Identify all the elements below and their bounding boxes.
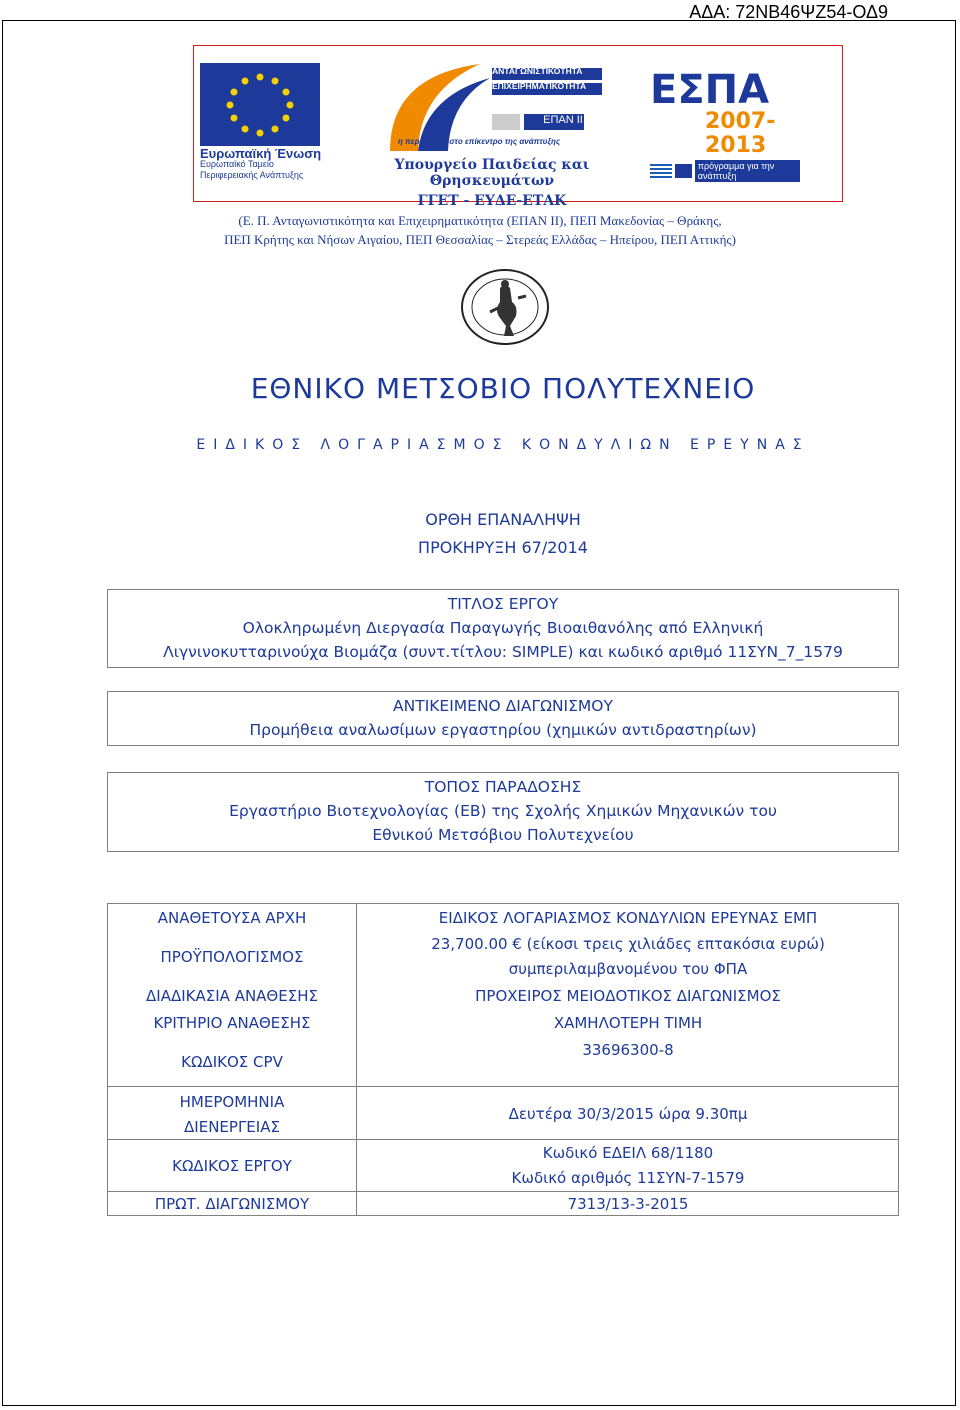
budget-label: ΠΡΟΫΠΟΛΟΓΙΣΜΟΣ [160, 948, 304, 966]
date-label-line2: ΔΙΕΝΕΡΓΕΙΑΣ [184, 1118, 280, 1136]
eu-mini-flag-icon [675, 164, 692, 178]
criterion-value: ΧΑΜΗΛΟΤΕΡΗ ΤΙΜΗ [553, 1014, 703, 1032]
procedure-value: ΠΡΟΧΕΙΡΟΣ ΜΕΙΟΔΟΤΙΚΟΣ ΔΙΑΓΩΝΙΣΜΟΣ [475, 987, 781, 1005]
eu-caption-line1: Ευρωπαϊκή Ένωση [200, 146, 322, 161]
epan-line2: ΕΠΙΧΕΙΡΗΜΑΤΙΚΟΤΗΤΑ [492, 81, 587, 91]
budget-value-line2: συμπεριλαμβανομένου του ΦΠΑ [508, 960, 748, 978]
project-title-box [107, 589, 899, 668]
date-label-line1: ΗΜΕΡΟΜΗΝΙΑ [179, 1093, 285, 1111]
programs-line2: ΠΕΠ Κρήτης και Νήσων Αιγαίου, ΠΕΠ Θεσσαλίας – Στερεάς Ελλάδας – Ηπείρου, ΠΕΠ Αττικής) [224, 232, 736, 247]
project-code-value-line2: Κωδικό αριθμός 11ΣΥΝ-7-1579 [511, 1169, 745, 1187]
delivery-line1: Εργαστήριο Βιοτεχνολογίας (ΕΒ) της Σχολής Χημικών Μηχανικών του [229, 802, 777, 820]
programs-line1: (Ε. Π. Ανταγωνιστικότητα και Επιχειρηματικότητα (ΕΠΑΝ II), ΠΕΠ Μακεδονίας – Θράκης, [238, 213, 722, 228]
espa-name: ΕΣΠΑ [650, 67, 770, 113]
eu-caption [200, 148, 321, 181]
subject-box [107, 691, 899, 746]
procedure-label: ΔΙΑΔΙΚΑΣΙΑ ΑΝΑΘΕΣΗΣ [146, 987, 318, 1005]
account-name: ΕΙΔΙΚΟΣ ΛΟΓΑΡΙΑΣΜΟΣ ΚΟΝΔΥΛΙΩΝ ΕΡΕΥΝΑΣ [196, 437, 810, 453]
espa-years: 2007-2013 [705, 109, 776, 158]
project-code-label: ΚΩΔΙΚΟΣ ΕΡΓΟΥ [172, 1157, 292, 1175]
espa-tagline: πρόγραμμα για την ανάπτυξη [695, 160, 800, 182]
ministry-caption [352, 157, 632, 209]
criterion-label: ΚΡΙΤΗΡΙΟ ΑΝΑΘΕΣΗΣ [153, 1014, 311, 1032]
delivery-heading: ΤΟΠΟΣ ΠΑΡΑΔΟΣΗΣ [424, 778, 582, 796]
date-value: Δευτέρα 30/3/2015 ώρα 9.30πμ [508, 1105, 748, 1123]
delivery-line2: Εθνικού Μετσόβιου Πολυτεχνείου [372, 826, 634, 844]
ministry-line2: ΓΓΕΤ - ΕΥΔΕ-ΕΤΑΚ [417, 193, 567, 209]
announcement-line1: ΟΡΘΗ ΕΠΑΝΑΛΗΨΗ [425, 510, 581, 529]
eu-caption-line3: Περιφερειακής Ανάπτυξης [200, 170, 304, 180]
subject-heading: ΑΝΤΙΚΕΙΜΕΝΟ ΔΙΑΓΩΝΙΣΜΟΥ [393, 697, 613, 715]
row-divider [108, 1139, 898, 1140]
greek-flag-icon [650, 164, 672, 178]
epan-line3: ΕΠΑΝ II [543, 114, 583, 126]
eu-caption-line2: Ευρωπαϊκό Ταμείο [200, 159, 274, 169]
authority-label: ΑΝΑΘΕΤΟΥΣΑ ΑΡΧΗ [157, 909, 307, 927]
ada-code: ΑΔΑ: 72ΝΒ46ΨΖ54-ΟΔ9 [689, 2, 888, 22]
cpv-label: ΚΩΔΙΚΟΣ CPV [181, 1053, 283, 1071]
project-title-heading: ΤΙΤΛΟΣ ΕΡΓΟΥ [447, 595, 559, 613]
row-divider [108, 1086, 898, 1087]
protocol-label: ΠΡΩΤ. ΔΙΑΓΩΝΙΣΜΟΥ [154, 1195, 310, 1213]
ministry-line1: Υπουργείο Παιδείας και Θρησκευμάτων [394, 157, 590, 189]
ntua-seal-logo [460, 268, 550, 346]
eu-flag-logo [200, 63, 320, 146]
delivery-box [107, 772, 899, 852]
budget-value-line1: 23,700.00 € (είκοσι τρεις χιλιάδες επτακόσια ευρώ) [431, 935, 825, 953]
cpv-value: 33696300-8 [582, 1041, 674, 1059]
espa-logo [650, 67, 800, 181]
project-title-line2: Λιγνινοκυτταρινούχα Βιομάζα (συντ.τίτλου: SIMPLE) και κωδικό αριθμό 11ΣΥΝ_7_1579 [163, 643, 843, 661]
authority-value: ΕΙΔΙΚΟΣ ΛΟΓΑΡΙΑΣΜΟΣ ΚΟΝΔΥΛΙΩΝ ΕΡΕΥΝΑΣ ΕΜΠ [438, 909, 818, 927]
epan-line4: η περιφέρεια στο επίκεντρο της ανάπτυξης [398, 137, 561, 146]
protocol-value: 7313/13-3-2015 [567, 1195, 689, 1213]
subject-line1: Προμήθεια αναλωσίμων εργαστηρίου (χημικών αντιδραστηρίων) [249, 721, 757, 739]
details-table [107, 903, 899, 1216]
institution-name: ΕΘΝΙΚΟ ΜΕΤΣΟΒΙΟ ΠΟΛΥΤΕΧΝΕΙΟ [250, 372, 756, 405]
announcement-line2: ΠΡΟΚΗΡΥΞΗ 67/2014 [418, 538, 588, 557]
project-title-line1: Ολοκληρωμένη Διεργασία Παραγωγής Βιοαιθανόλης από Ελληνική [242, 619, 764, 637]
epan-line1: ΑΝΤΑΓΩΝΙΣΤΙΚΟΤΗΤΑ [492, 66, 583, 76]
project-code-value-line1: Κωδικό ΕΔΕΙΛ 68/1180 [542, 1144, 714, 1162]
